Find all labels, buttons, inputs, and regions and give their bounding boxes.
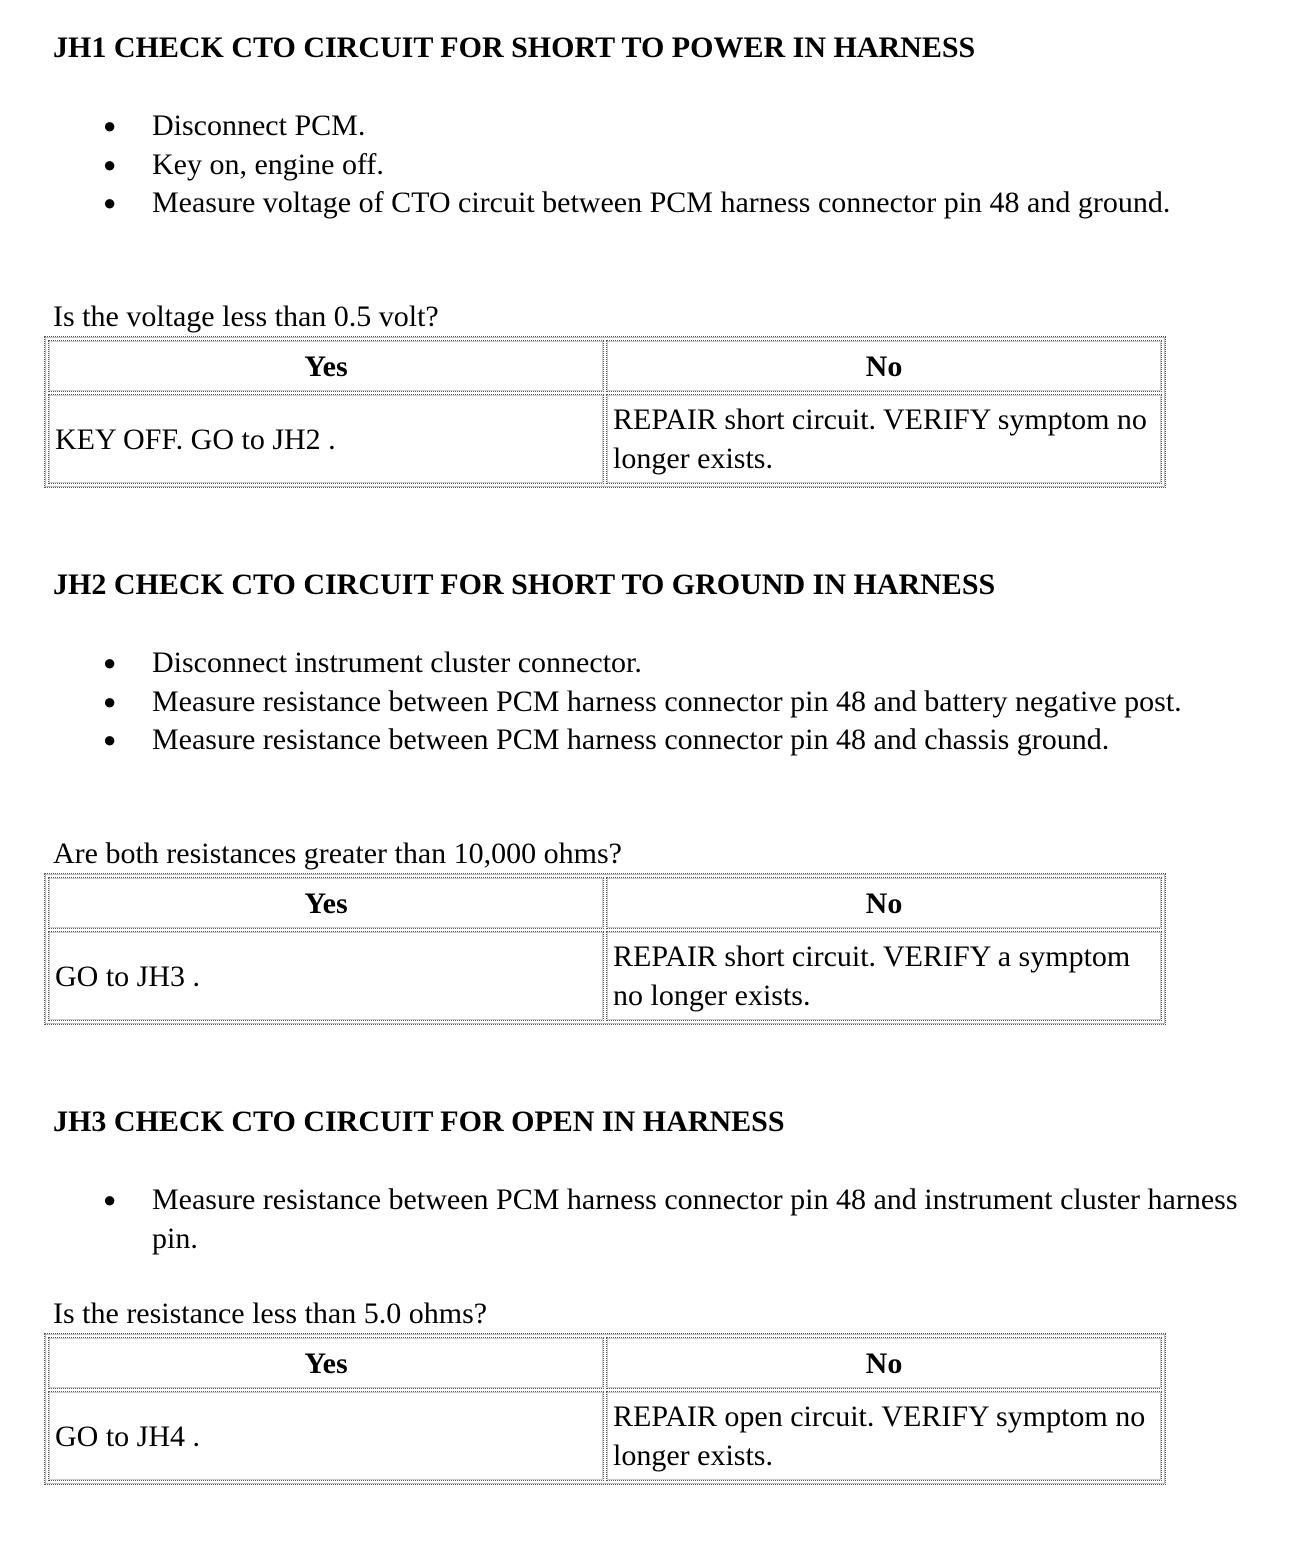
- step-text: Disconnect instrument cluster connector.: [152, 646, 642, 679]
- table-row: [48, 931, 1162, 1021]
- table-header-row: [48, 877, 1162, 929]
- section-heading: JH3 CHECK CTO CIRCUIT FOR OPEN IN HARNESS: [53, 1105, 785, 1138]
- step-list: [0, 107, 1312, 223]
- list-item: [0, 1181, 1312, 1258]
- list-item: [0, 107, 1312, 146]
- table-header-row: [48, 1337, 1162, 1389]
- question-text: Are both resistances greater than 10,000 ohms?: [53, 837, 622, 870]
- bullet-icon: ●: [103, 151, 117, 177]
- bullet-icon: ●: [103, 190, 117, 215]
- no-cell: REPAIR short circuit. VERIFY symptom no longer exists.: [606, 394, 1162, 484]
- question-text: Is the voltage less than 0.5 volt?: [53, 300, 439, 333]
- step-text: Measure resistance between PCM harness connector pin 48 and instrument cluster harness pin.: [152, 1183, 1238, 1255]
- bullet-icon: ●: [103, 650, 117, 675]
- list-item: [0, 644, 1312, 683]
- yes-header: Yes: [48, 877, 604, 929]
- yes-header: Yes: [48, 340, 604, 392]
- yes-cell: GO to JH3 .: [48, 931, 604, 1021]
- table-row: [48, 1391, 1162, 1481]
- step-text: Key on, engine off.: [152, 147, 384, 181]
- step-text: Disconnect PCM.: [152, 109, 366, 142]
- list-item: [0, 683, 1312, 722]
- step-text: Measure voltage of CTO circuit between PCM harness connector pin 48 and ground.: [152, 186, 1171, 219]
- step-list: [0, 644, 1312, 760]
- yes-header: Yes: [48, 1337, 604, 1389]
- list-item: [0, 184, 1312, 223]
- table-row: [48, 394, 1162, 484]
- no-cell: REPAIR open circuit. VERIFY symptom no longer exists.: [606, 1391, 1162, 1481]
- bullet-icon: ●: [103, 1187, 117, 1212]
- step-text: Measure resistance between PCM harness connector pin 48 and chassis ground.: [152, 723, 1110, 756]
- no-header: No: [606, 1337, 1162, 1389]
- answer-table: [44, 336, 1166, 488]
- section-heading: JH2 CHECK CTO CIRCUIT FOR SHORT TO GROUND IN HARNESS: [53, 568, 996, 601]
- bullet-icon: ●: [103, 727, 117, 752]
- table-header-row: [48, 340, 1162, 392]
- list-item: [0, 721, 1312, 760]
- step-list: [0, 1181, 1312, 1258]
- section-heading: JH1 CHECK CTO CIRCUIT FOR SHORT TO POWER IN HARNESS: [53, 31, 976, 64]
- bullet-icon: ●: [103, 113, 117, 138]
- yes-cell: GO to JH4 .: [48, 1391, 604, 1481]
- yes-cell: KEY OFF. GO to JH2 .: [48, 394, 604, 484]
- question-text: Is the resistance less than 5.0 ohms?: [53, 1297, 488, 1330]
- list-item: [0, 146, 1312, 185]
- no-header: No: [606, 340, 1162, 392]
- no-header: No: [606, 877, 1162, 929]
- answer-table: [44, 1333, 1166, 1485]
- answer-table: [44, 873, 1166, 1025]
- no-cell: REPAIR short circuit. VERIFY a symptom no longer exists.: [606, 931, 1162, 1021]
- step-text: Measure resistance between PCM harness connector pin 48 and battery negative post.: [152, 684, 1182, 718]
- bullet-icon: ●: [103, 688, 117, 714]
